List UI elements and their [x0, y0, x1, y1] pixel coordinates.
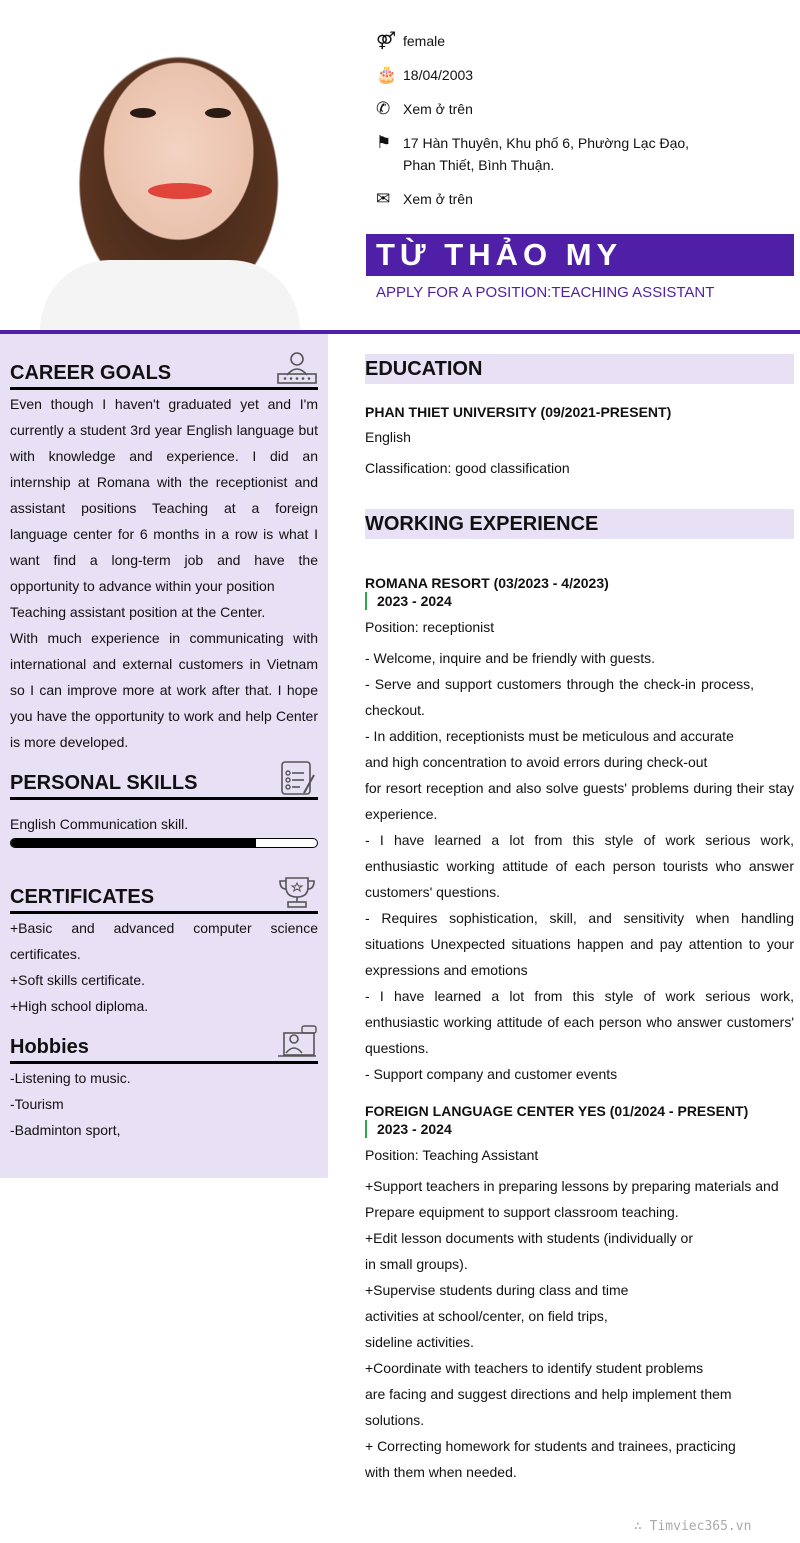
envelope-icon: ✉ — [376, 189, 391, 208]
job-line: activities at school/center, on field trips, — [365, 1308, 608, 1324]
job-entry — [365, 1103, 794, 1485]
gender-value: female — [403, 33, 446, 49]
hobbies-list — [10, 1065, 318, 1143]
job-line: - Serve and support customers through the check-in process, checkout. — [365, 676, 754, 718]
section-title: CERTIFICATES — [10, 886, 155, 908]
job-years: 2023 - 2024 — [365, 1120, 794, 1138]
career-goals-text — [10, 391, 318, 755]
section-header — [10, 352, 318, 390]
online-meeting-icon — [276, 1025, 318, 1059]
info-gender — [376, 30, 796, 52]
photo-shirt — [40, 260, 300, 330]
career-paragraph: With much experience in communicating with international and external customers in Vietnam so I can improve more at work after that. I hope you have the opportunity to work and help Center is more developed. — [10, 630, 318, 750]
watermark: ∴ Timviec365.vn — [634, 1519, 752, 1534]
gender-icon: ⚤ — [376, 31, 396, 50]
applied-position: APPLY FOR A POSITION:TEACHING ASSISTANT — [376, 284, 715, 301]
job-line: in small groups). — [365, 1256, 468, 1272]
job-line: - Requires sophistication, skill, and sensitivity when handling situations Unexpected situations happen and pay attention to your expressions and emotions — [365, 910, 794, 978]
hobby-item: -Badminton sport, — [10, 1122, 121, 1138]
checklist-icon — [276, 761, 318, 795]
job-line: with them when needed. — [365, 1464, 517, 1480]
job-line: +Supervise students during class and time — [365, 1282, 629, 1298]
job-line: - I have learned a lot from this style of work serious work, enthusiastic working attitude of each person tourists who answer customers' questions. — [365, 832, 794, 900]
job-description — [365, 645, 794, 1087]
job-line: - Welcome, inquire and be friendly with guests. — [365, 650, 655, 666]
personal-skills-section — [10, 762, 318, 848]
job-line: - Support company and customer events — [365, 1066, 618, 1082]
presenter-icon — [276, 351, 318, 385]
job-line: - I have learned a lot from this style of work serious work, enthusiastic working attitude of each person who answer customers' questions. — [365, 988, 794, 1056]
section-title: PERSONAL SKILLS — [10, 772, 198, 794]
info-phone — [376, 98, 796, 120]
certificate-item: +High school diploma. — [10, 998, 149, 1014]
hobby-item: -Listening to music. — [10, 1070, 131, 1086]
job-line: for resort reception and also solve guests' problems during their stay experience. — [365, 780, 794, 822]
experience-section — [365, 509, 794, 1485]
job-line: solutions. — [365, 1412, 425, 1428]
phone-icon: ✆ — [376, 99, 391, 118]
birthday-value: 18/04/2003 — [403, 67, 474, 83]
address-value: 17 Hàn Thuyên, Khu phố 6, Phường Lạc Đạo, Phan Thiết, Bình Thuận. — [403, 135, 690, 173]
job-line: and high concentration to avoid errors during check-out — [365, 754, 708, 770]
education-classification: Classification: good classification — [365, 460, 570, 476]
certificates-section — [10, 876, 318, 1019]
section-title: Hobbies — [10, 1036, 89, 1058]
career-paragraph: Even though I haven't graduated yet and I'm currently a student 3rd year English language but with knowledge and experience. I did an internship at Romana with the receptionist and assistant positions Teaching at a foreign language center for 6 months in a row is what I want find a long-term job and have the opportunity to advance within your position — [10, 396, 318, 594]
phone-value: Xem ở trên — [403, 101, 473, 117]
birthday-cake-icon: 🎂 — [376, 65, 398, 84]
candidate-name: TỪ THẢO MY — [366, 234, 794, 276]
hobbies-section — [10, 1026, 318, 1143]
job-line: +Support teachers in preparing lessons by preparing materials and — [365, 1178, 779, 1194]
job-years: 2023 - 2024 — [365, 592, 794, 610]
job-entry — [365, 575, 794, 1087]
skill-progress-fill — [11, 839, 256, 847]
profile-photo — [0, 5, 325, 330]
job-line: sideline activities. — [365, 1334, 474, 1350]
section-title: EDUCATION — [365, 354, 794, 384]
skill-progress-bar — [10, 838, 318, 848]
info-email — [376, 188, 796, 210]
job-company: FOREIGN LANGUAGE CENTER YES (01/2024 - PRESENT) — [365, 1103, 749, 1119]
job-position: Position: receptionist — [365, 619, 495, 635]
certificate-item: +Basic and advanced computer science certificates. — [10, 920, 318, 962]
trophy-icon — [276, 875, 318, 909]
job-line: are facing and suggest directions and help implement them — [365, 1386, 732, 1402]
info-address — [376, 132, 796, 176]
skill-label: English Communication skill. — [10, 816, 189, 832]
signpost-icon: ⚑ — [376, 133, 392, 152]
email-value: Xem ở trên — [403, 191, 473, 207]
section-header — [10, 1026, 318, 1064]
job-description — [365, 1173, 794, 1485]
section-header — [10, 876, 318, 914]
section-title: CAREER GOALS — [10, 362, 172, 384]
info-birthday — [376, 64, 796, 86]
career-goals-section — [10, 352, 318, 755]
job-company: ROMANA RESORT (03/2023 - 4/2023) — [365, 575, 609, 591]
job-line: +Coordinate with teachers to identify student problems — [365, 1360, 704, 1376]
job-line: +Edit lesson documents with students (individually or — [365, 1230, 694, 1246]
section-title: WORKING EXPERIENCE — [365, 509, 794, 539]
section-header — [10, 762, 318, 800]
certificate-item: +Soft skills certificate. — [10, 972, 145, 988]
photo-lips — [148, 183, 212, 199]
education-section — [365, 354, 794, 481]
job-line: Prepare equipment to support classroom teaching. — [365, 1204, 679, 1220]
hobby-item: -Tourism — [10, 1096, 64, 1112]
job-position: Position: Teaching Assistant — [365, 1147, 539, 1163]
job-line: + Correcting homework for students and trainees, practicing — [365, 1438, 736, 1454]
career-paragraph: Teaching assistant position at the Center. — [10, 604, 266, 620]
school-name: PHAN THIET UNIVERSITY (09/2021-PRESENT) — [365, 404, 672, 420]
photo-eye — [130, 108, 156, 118]
photo-eye — [205, 108, 231, 118]
contact-info — [376, 30, 796, 222]
certificates-list — [10, 915, 318, 1019]
job-line: - In addition, receptionists must be meticulous and accurate — [365, 728, 734, 744]
education-major: English — [365, 429, 411, 445]
